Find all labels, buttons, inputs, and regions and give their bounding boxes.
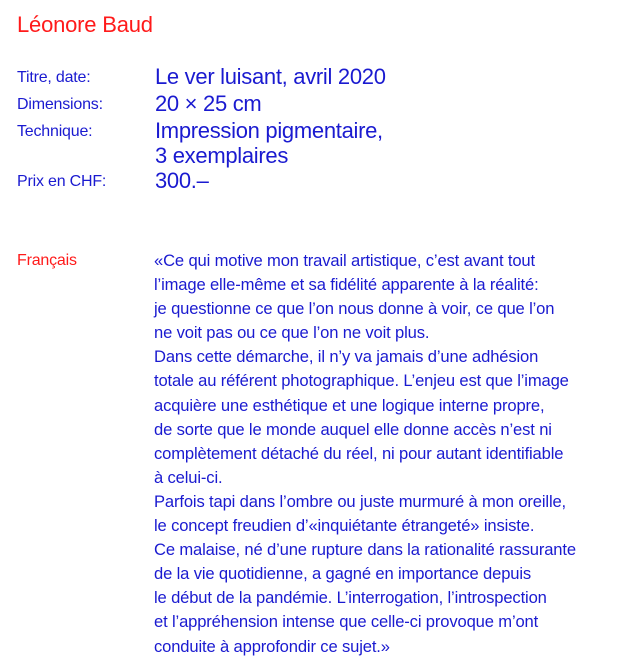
detail-value-line: Impression pigmentaire, bbox=[155, 118, 383, 143]
statement-line: le début de la pandémie. L’interrogation, l’introspection bbox=[154, 588, 547, 608]
statement-line: je questionne ce que l’on nous donne à voir, ce que l’on bbox=[154, 299, 555, 319]
statement-line: de sorte que le monde auquel elle donne accès n’est ni bbox=[154, 419, 552, 439]
statement-line: acquière une esthétique et une logique interne propre, bbox=[154, 395, 545, 415]
detail-label: Dimensions: bbox=[17, 96, 103, 113]
statement-line: Parfois tapi dans l’ombre ou juste murmuré à mon oreille, bbox=[154, 491, 567, 511]
detail-label: Titre, date: bbox=[17, 69, 91, 86]
artwork-details bbox=[17, 64, 637, 195]
detail-label: Prix en CHF: bbox=[17, 173, 107, 190]
language-label: Français bbox=[17, 252, 77, 269]
detail-row-price bbox=[17, 168, 637, 195]
detail-value-line: Le ver luisant, avril 2020 bbox=[155, 64, 386, 89]
detail-value-line: 20 × 25 cm bbox=[155, 91, 262, 116]
statement-line: de la vie quotidienne, a gagné en importance depuis bbox=[154, 564, 532, 584]
detail-value-line: 300.– bbox=[155, 168, 209, 193]
detail-value bbox=[155, 64, 386, 91]
artist-name: Léonore Baud bbox=[17, 12, 153, 37]
statement-line: Dans cette démarche, il n’y va jamais d’une adhésion bbox=[154, 347, 539, 367]
detail-value bbox=[155, 91, 261, 118]
detail-value bbox=[155, 168, 209, 195]
statement-line: à celui-ci. bbox=[154, 467, 223, 487]
detail-row-dimensions bbox=[17, 91, 637, 118]
detail-value-line: 3 exemplaires bbox=[155, 143, 289, 168]
artist-statement bbox=[154, 249, 640, 659]
statement-line: conduite à approfondir ce sujet.» bbox=[154, 636, 390, 656]
statement-line: ne voit pas ou ce que l’on ne voit plus. bbox=[154, 323, 430, 343]
detail-row-title bbox=[17, 64, 637, 91]
detail-value bbox=[155, 118, 383, 168]
statement-line: totale au référent photographique. L’enjeu est que l’image bbox=[154, 371, 569, 391]
statement-line: le concept freudien d’«inquiétante étrangeté» insiste. bbox=[154, 516, 535, 536]
detail-label: Technique: bbox=[17, 123, 93, 140]
statement-line: complètement détaché du réel, ni pour autant identifiable bbox=[154, 443, 564, 463]
statement-line: «Ce qui motive mon travail artistique, c’est avant tout bbox=[154, 251, 535, 270]
detail-row-technique bbox=[17, 118, 637, 168]
statement-line: et l’appréhension intense que celle-ci provoque m’ont bbox=[154, 612, 539, 632]
statement-line: Ce malaise, né d’une rupture dans la rationalité rassurante bbox=[154, 540, 576, 560]
statement-line: l’image elle-même et sa fidélité apparente à la réalité: bbox=[154, 275, 539, 295]
